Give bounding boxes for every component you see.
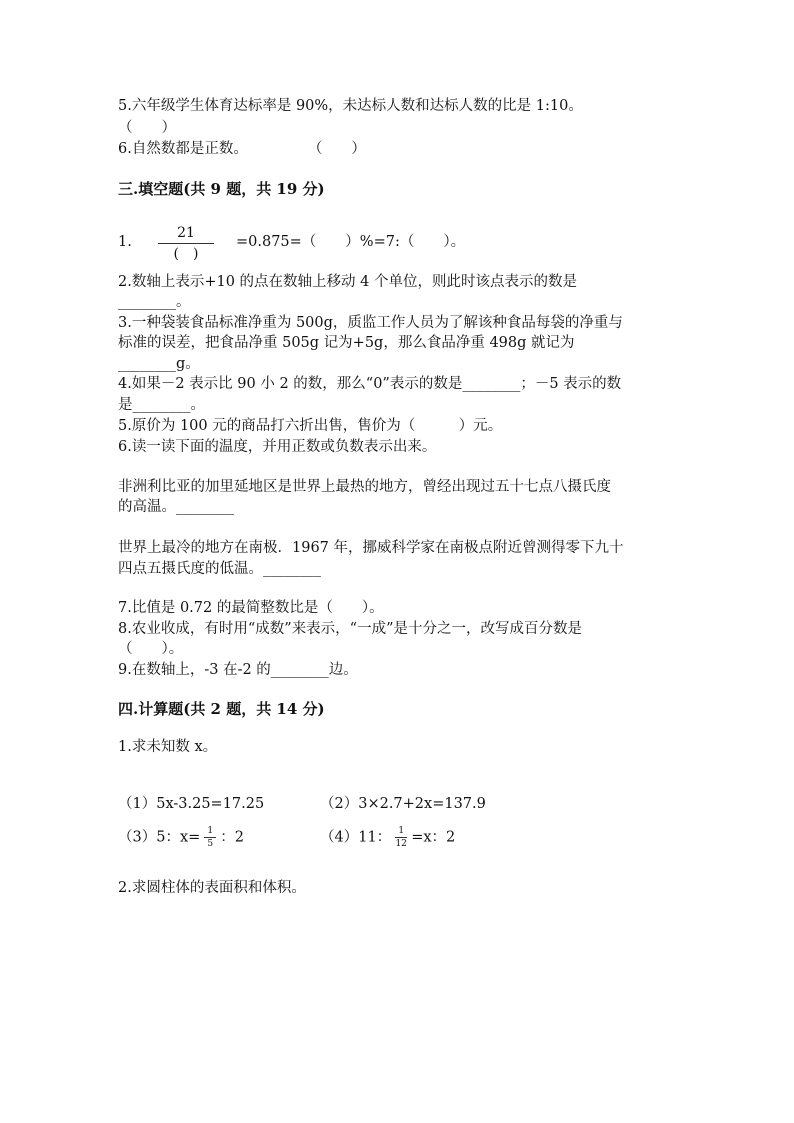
fill-q3-line1: 3.一种袋装食品标准净重为 500g，质监工作人员为了解该种食品每袋的净重与 [118, 315, 623, 331]
equation-4 [320, 826, 455, 849]
equation-3-left: （3）5：x= [118, 829, 201, 846]
fraction-denominator: 5 [207, 839, 214, 849]
fill-q2-line1: 2.数轴上表示+10 的点在数轴上移动 4 个单位，则此时该点表示的数是 [118, 274, 577, 290]
fill-q1-rest: =0.875=（ ）%=7:（ ）。 [236, 234, 466, 250]
fraction-bar [158, 243, 214, 244]
equation-3-fraction [204, 826, 216, 849]
equation-4-left: （4）11： [320, 829, 392, 846]
fill-q6-para1-line1: 非洲利比亚的加里延地区是世界上最热的地方，曾经出现过五十七点八摄氏度 [118, 479, 611, 495]
fraction-denominator: ( ) [173, 246, 199, 262]
fill-q8-line1: 8.农业收成，有时用“成数”来表示，“一成”是十分之一，改写成百分数是 [118, 621, 582, 637]
fraction-denominator: 12 [395, 839, 407, 849]
judge-q5-answer-paren: （ ） [118, 120, 176, 136]
equation-3-right: ：2 [220, 829, 245, 846]
equation-4-fraction [395, 826, 407, 849]
fraction-numerator: 21 [177, 225, 195, 241]
judge-q6-answer-paren: （ ） [307, 141, 366, 157]
fraction-bar [395, 837, 407, 838]
fill-q9: 9.在数轴上，-3 在-2 的________边。 [118, 662, 358, 678]
fill-q3-line3: ________g。 [118, 356, 200, 372]
equation-1: （1）5x-3.25=17.25 [118, 796, 265, 812]
fraction-bar [204, 837, 216, 838]
fill-q5: 5.原价为 100 元的商品打六折出售，售价为（ ）元。 [118, 418, 503, 434]
calc-q2: 2.求圆柱体的表面积和体积。 [118, 880, 306, 896]
fill-q6-para2-line1: 世界上最冷的地方在南极．1967 年，挪威科学家在南极点附近曾测得零下九十 [118, 540, 624, 556]
fill-q6-para1-line2: 的高温。________ [118, 499, 234, 515]
fill-q2-line2: ________。 [118, 294, 191, 310]
equation-3 [118, 826, 244, 849]
judge-q5-line1: 5.六年级学生体育达标率是 90%，未达标人数和达标人数的比是 1:10。 [118, 98, 583, 114]
fill-q8-line2: （ ）。 [118, 641, 184, 657]
fill-q4-line1: 4.如果－2 表示比 90 小 2 的数，那么“0”表示的数是________；－5 表示的数 [118, 376, 622, 392]
fill-q3-line2: 标准的误差，把食品净重 505g 记为+5g，那么食品净重 498g 就记为 [118, 335, 575, 351]
fraction-numerator: 1 [398, 826, 405, 836]
fraction-numerator: 1 [207, 826, 214, 836]
fill-q4-line2: 是________。 [118, 397, 205, 413]
fill-q1-fraction [158, 224, 214, 263]
fill-q6-para2-line2: 四点五摄氏度的低温。________ [118, 561, 321, 577]
judge-q6-text: 6.自然数都是正数。 [118, 141, 248, 157]
equation-2: （2）3×2.7+2x=137.9 [320, 796, 486, 812]
calc-q1: 1.求未知数 x。 [118, 739, 218, 755]
judge-q6 [118, 139, 366, 159]
fill-q7: 7.比值是 0.72 的最简整数比是（ ）。 [118, 600, 384, 616]
fill-q6: 6.读一读下面的温度，并用正数或负数表示出来。 [118, 439, 437, 455]
section4-title: 四.计算题(共 2 题，共 14 分) [118, 700, 325, 718]
fill-q1-number: 1. [118, 234, 132, 250]
equation-4-right: =x：2 [411, 829, 456, 846]
section3-title: 三.填空题(共 9 题，共 19 分) [118, 180, 325, 198]
